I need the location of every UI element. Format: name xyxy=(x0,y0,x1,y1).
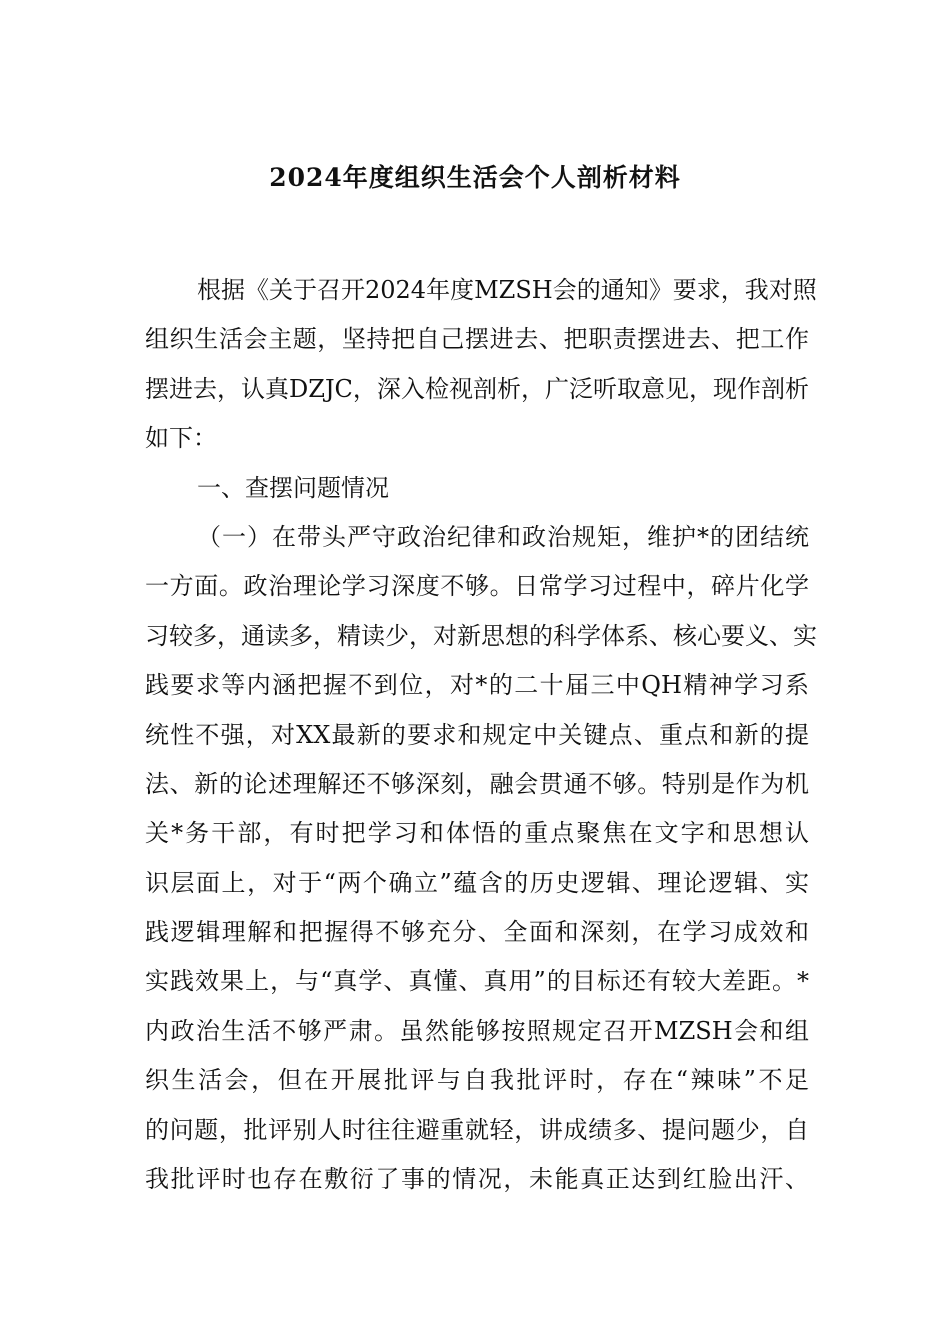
document-title: 2024年度组织生活会个人剖析材料 xyxy=(269,163,681,192)
paragraph-line: 践要求等内涵把握不到位，对*的二十届三中QH精神学习系 xyxy=(145,671,809,700)
paragraph-line: 关*务干部，有时把学习和体悟的重点聚焦在文字和思想认 xyxy=(145,819,809,848)
paragraph-line: 如下： xyxy=(145,424,217,453)
paragraph-line: 组织生活会主题，坚持把自己摆进去、把职责摆进去、把工作 xyxy=(145,325,809,354)
paragraph-line: 践逻辑理解和把握得不够充分、全面和深刻，在学习成效和 xyxy=(145,918,809,947)
paragraph-line: 识层面上，对于“两个确立”蕴含的历史逻辑、理论逻辑、实 xyxy=(145,868,809,897)
paragraph-line: 一方面。政治理论学习深度不够。日常学习过程中，碎片化学 xyxy=(145,572,809,601)
paragraph-line: 实践效果上，与“真学、真懂、真用”的目标还有较大差距。* xyxy=(145,967,809,996)
paragraph-line: 统性不强，对XX最新的要求和规定中关键点、重点和新的提 xyxy=(145,720,809,749)
section-heading: 一、查摆问题情况 xyxy=(197,473,389,502)
paragraph-line: 的问题，批评别人时往往避重就轻，讲成绩多、提问题少，自 xyxy=(145,1115,809,1144)
paragraph-line: 摆进去，认真DZJC，深入检视剖析，广泛听取意见，现作剖析 xyxy=(145,374,809,403)
paragraph-line: 根据《关于召开2024年度MZSH会的通知》要求，我对照 xyxy=(197,276,817,304)
paragraph-line: 织生活会，但在开展批评与自我批评时，存在“辣味”不足 xyxy=(145,1066,809,1095)
paragraph-line: 内政治生活不够严肃。虽然能够按照规定召开MZSH会和组 xyxy=(145,1016,809,1045)
paragraph-line: 我批评时也存在敷衍了事的情况，未能真正达到红脸出汗、 xyxy=(145,1165,809,1194)
paragraph-line: 法、新的论述理解还不够深刻，融会贯通不够。特别是作为机 xyxy=(145,769,809,798)
paragraph-line: 习较多，通读多，精读少，对新思想的科学体系、核心要义、实 xyxy=(145,621,817,650)
document-body xyxy=(145,266,817,1204)
paragraph-line: （一）在带头严守政治纪律和政治规矩，维护*的团结统 xyxy=(197,522,809,551)
